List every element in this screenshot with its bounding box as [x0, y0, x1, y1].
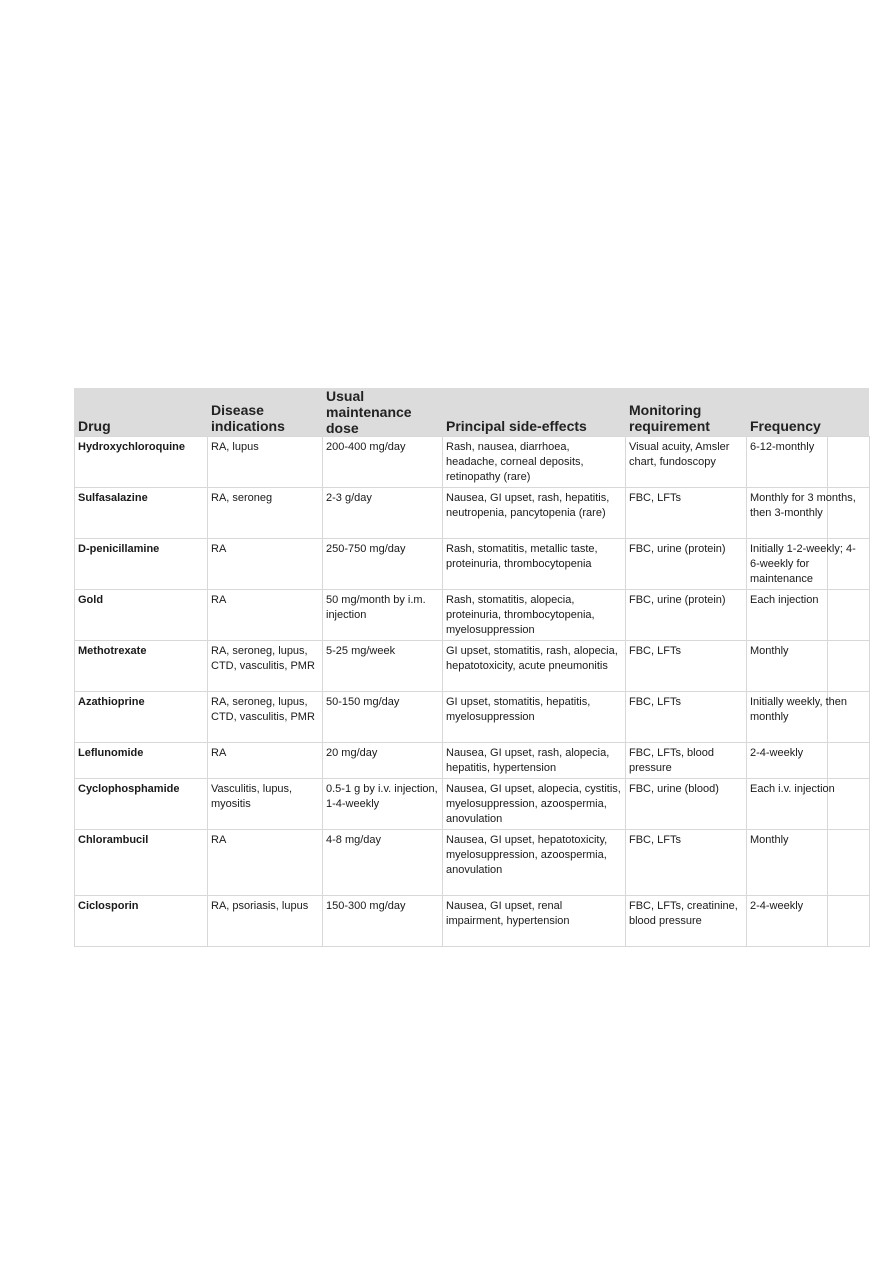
cell-dose: 4-8 mg/day [323, 830, 443, 896]
cell-monitoring: FBC, LFTs, blood pressure [626, 743, 747, 779]
cell-monitoring: FBC, urine (protein) [626, 539, 747, 590]
cell-side-effects: Nausea, GI upset, renal impairment, hypertension [443, 896, 626, 947]
cell-side-effects: Nausea, GI upset, rash, alopecia, hepatitis, hypertension [443, 743, 626, 779]
cell-side-effects: GI upset, stomatitis, rash, alopecia, hepatotoxicity, acute pneumonitis [443, 641, 626, 692]
cell-drug: Cyclophosphamide [75, 779, 208, 830]
cell-dose: 20 mg/day [323, 743, 443, 779]
table-body [75, 437, 870, 947]
cell-disease: RA, seroneg [208, 488, 323, 539]
cell-disease: RA, seroneg, lupus, CTD, vasculitis, PMR [208, 641, 323, 692]
cell-dose: 50-150 mg/day [323, 692, 443, 743]
cell-side-effects: Rash, nausea, diarrhoea, headache, corneal deposits, retinopathy (rare) [443, 437, 626, 488]
cell-disease: RA, seroneg, lupus, CTD, vasculitis, PMR [208, 692, 323, 743]
table-row [75, 641, 870, 692]
table-row [75, 692, 870, 743]
cell-disease: RA, psoriasis, lupus [208, 896, 323, 947]
cell-frequency: Monthly for 3 months, then 3-monthly [747, 488, 870, 539]
cell-drug: Ciclosporin [75, 896, 208, 947]
cell-dose: 2-3 g/day [323, 488, 443, 539]
cell-side-effects: GI upset, stomatitis, hepatitis, myelosuppression [443, 692, 626, 743]
cell-dose: 50 mg/month by i.m. injection [323, 590, 443, 641]
cell-side-effects: Nausea, GI upset, hepatotoxicity, myelosuppression, azoospermia, anovulation [443, 830, 626, 896]
cell-frequency: 6-12-monthly [747, 437, 870, 488]
cell-frequency: Monthly [747, 641, 870, 692]
cell-drug: Hydroxychloroquine [75, 437, 208, 488]
header-frequency: Frequency [747, 388, 870, 437]
cell-monitoring: Visual acuity, Amsler chart, fundoscopy [626, 437, 747, 488]
cell-side-effects: Rash, stomatitis, metallic taste, proteinuria, thrombocytopenia [443, 539, 626, 590]
cell-drug: Azathioprine [75, 692, 208, 743]
cell-drug: D-penicillamine [75, 539, 208, 590]
cell-dose: 250-750 mg/day [323, 539, 443, 590]
cell-dose: 0.5-1 g by i.v. injection, 1-4-weekly [323, 779, 443, 830]
header-row [75, 388, 870, 437]
table-row [75, 590, 870, 641]
cell-dose: 5-25 mg/week [323, 641, 443, 692]
cell-dose: 150-300 mg/day [323, 896, 443, 947]
cell-monitoring: FBC, LFTs [626, 641, 747, 692]
cell-frequency: Initially weekly, then monthly [747, 692, 870, 743]
table-header [75, 388, 870, 437]
cell-monitoring: FBC, LFTs [626, 692, 747, 743]
cell-side-effects: Rash, stomatitis, alopecia, proteinuria, thrombocytopenia, myelosuppression [443, 590, 626, 641]
cell-monitoring: FBC, LFTs [626, 488, 747, 539]
cell-disease: RA, lupus [208, 437, 323, 488]
cell-frequency: Monthly [747, 830, 870, 896]
cell-side-effects: Nausea, GI upset, rash, hepatitis, neutropenia, pancytopenia (rare) [443, 488, 626, 539]
drug-monitoring-table [74, 388, 870, 947]
cell-disease: RA [208, 743, 323, 779]
table-row [75, 539, 870, 590]
cell-disease: Vasculitis, lupus, myositis [208, 779, 323, 830]
table-row [75, 437, 870, 488]
cell-frequency: 2-4-weekly [747, 743, 870, 779]
cell-frequency: 2-4-weekly [747, 896, 870, 947]
header-principal-side-effects: Principal side-effects [443, 388, 626, 437]
cell-disease: RA [208, 590, 323, 641]
header-disease-indications: Disease indications [208, 388, 323, 437]
cell-disease: RA [208, 830, 323, 896]
header-monitoring-requirement: Monitoring requirement [626, 388, 747, 437]
cell-dose: 200-400 mg/day [323, 437, 443, 488]
drug-monitoring-table-container [74, 388, 856, 947]
cell-monitoring: FBC, urine (protein) [626, 590, 747, 641]
table-row [75, 743, 870, 779]
table-row [75, 896, 870, 947]
cell-monitoring: FBC, urine (blood) [626, 779, 747, 830]
cell-disease: RA [208, 539, 323, 590]
cell-monitoring: FBC, LFTs, creatinine, blood pressure [626, 896, 747, 947]
table-row [75, 830, 870, 896]
cell-drug: Gold [75, 590, 208, 641]
cell-monitoring: FBC, LFTs [626, 830, 747, 896]
table-row [75, 488, 870, 539]
table-row [75, 779, 870, 830]
cell-side-effects: Nausea, GI upset, alopecia, cystitis, myelosuppression, azoospermia, anovulation [443, 779, 626, 830]
cell-drug: Sulfasalazine [75, 488, 208, 539]
cell-drug: Chlorambucil [75, 830, 208, 896]
cell-frequency: Each i.v. injection [747, 779, 870, 830]
header-drug: Drug [75, 388, 208, 437]
cell-drug: Methotrexate [75, 641, 208, 692]
cell-drug: Leflunomide [75, 743, 208, 779]
cell-frequency: Initially 1-2-weekly; 4-6-weekly for maintenance [747, 539, 870, 590]
header-usual-maintenance-dose: Usual maintenance dose [323, 388, 443, 437]
cell-frequency: Each injection [747, 590, 870, 641]
